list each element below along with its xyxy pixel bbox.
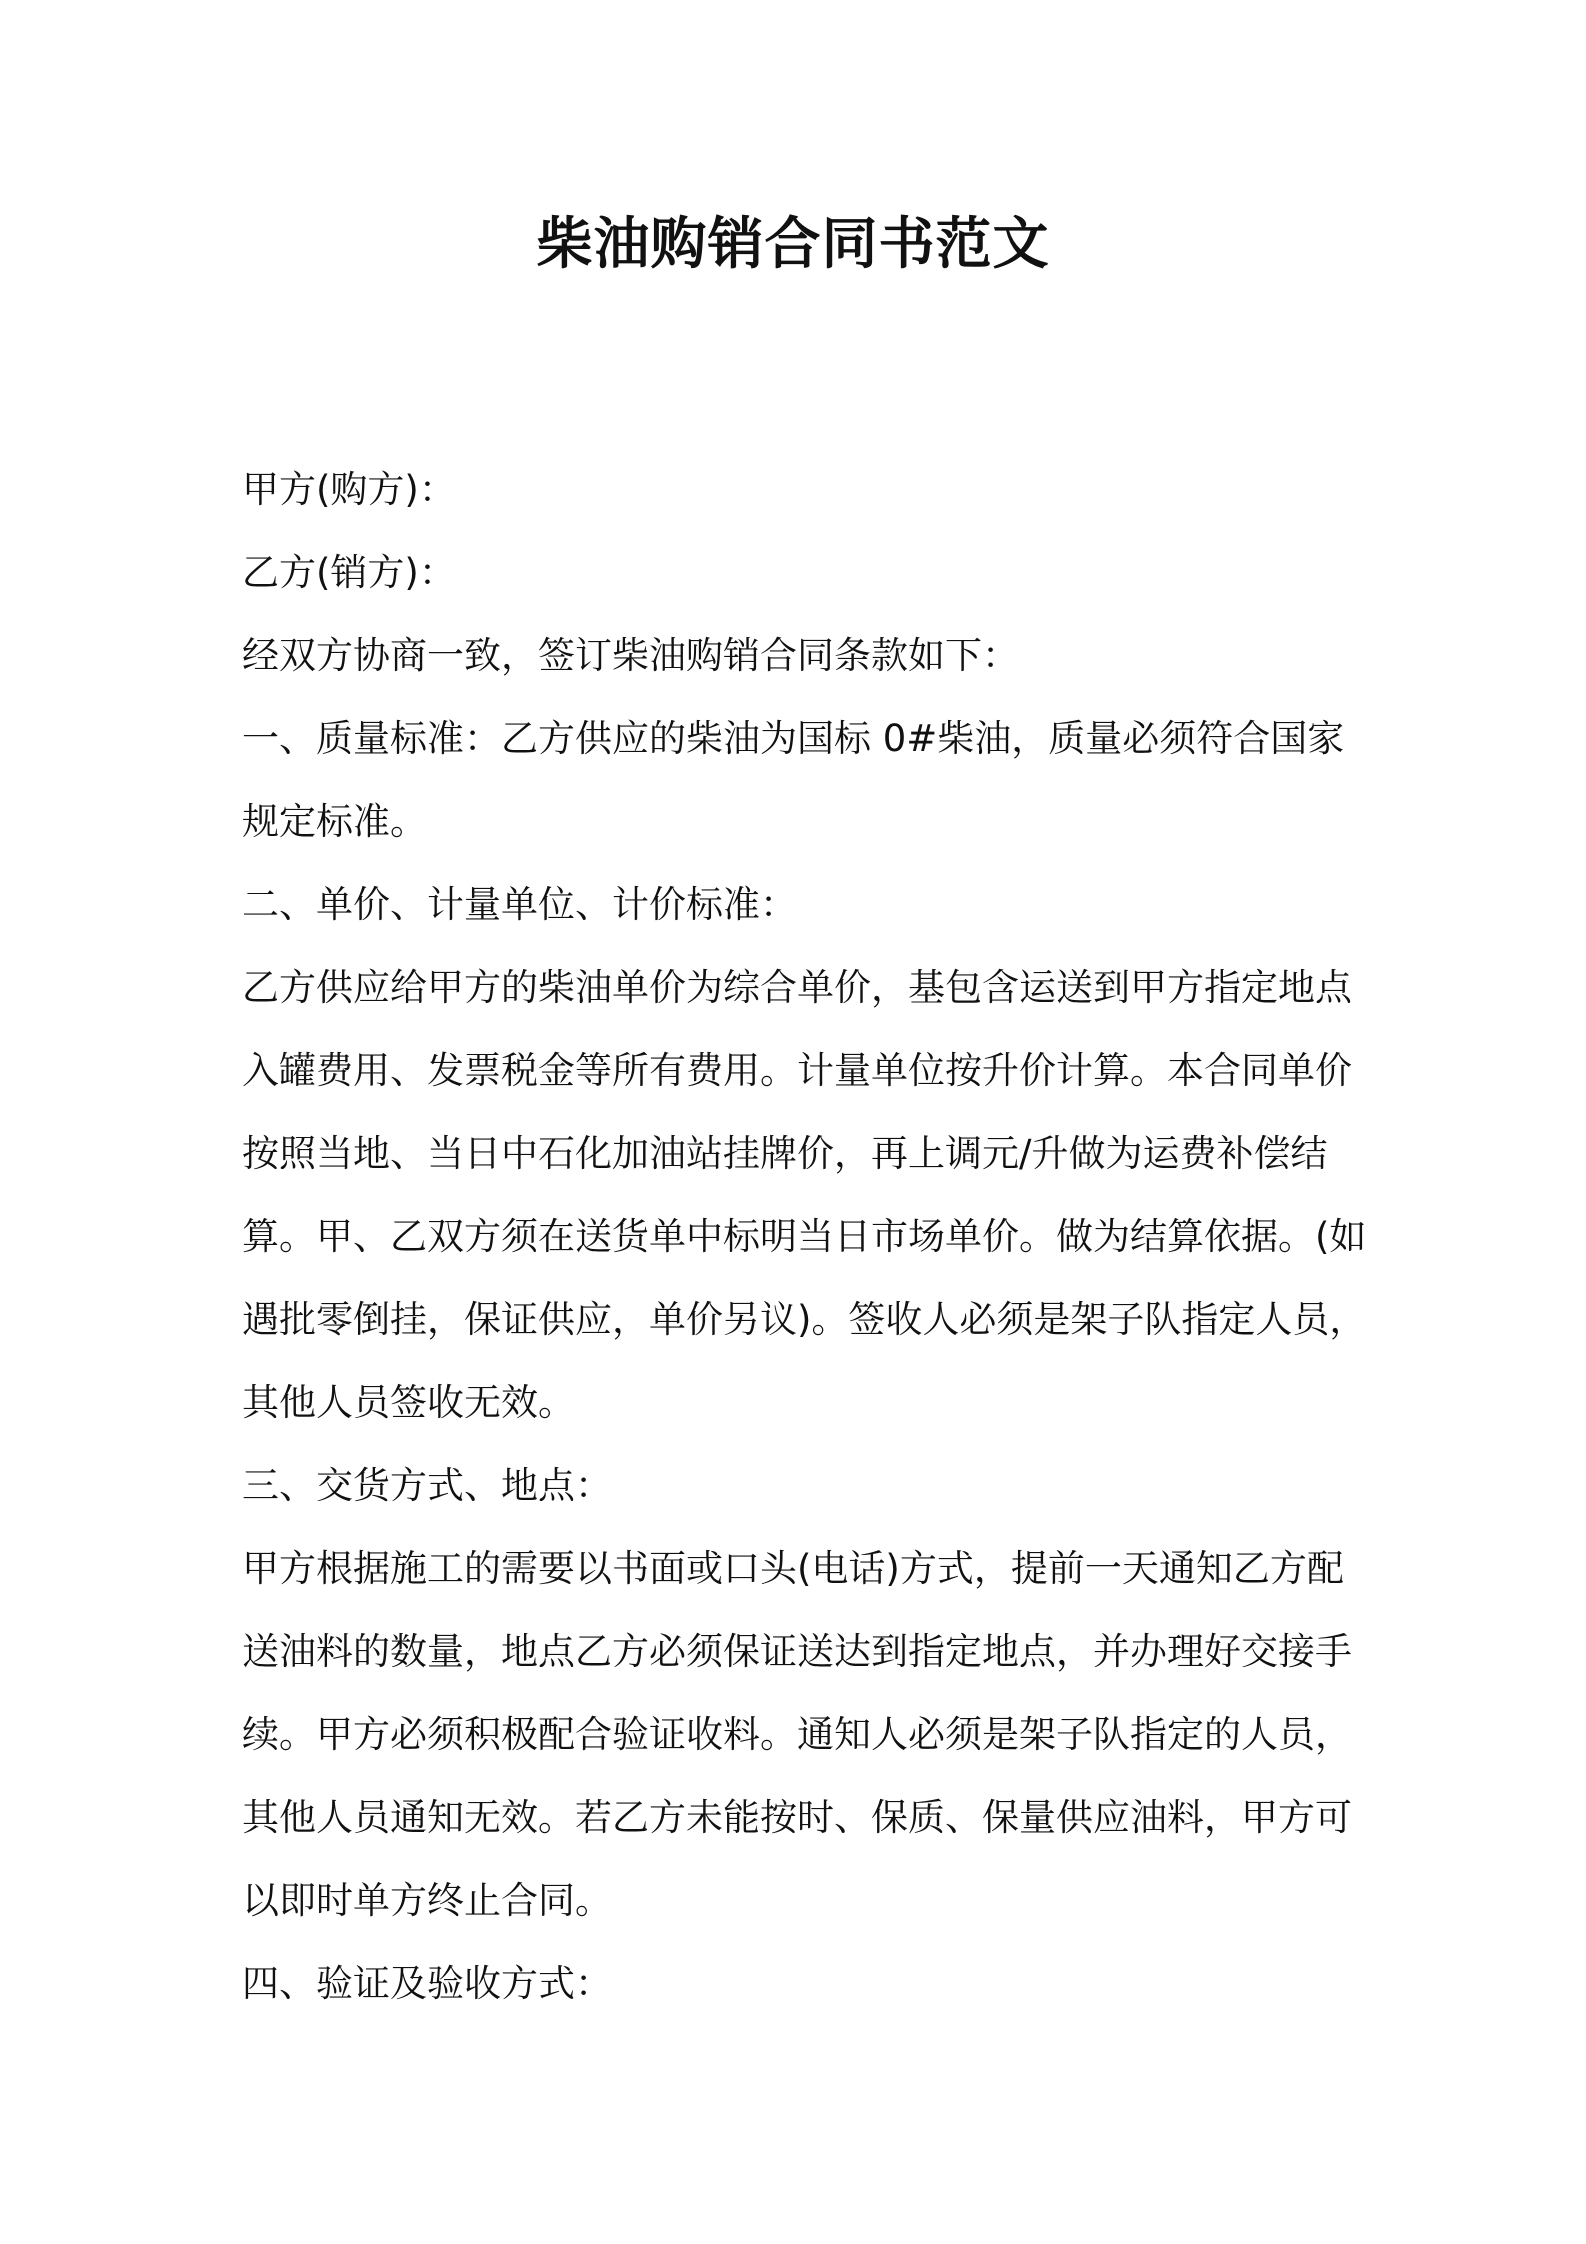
section-2-line-5: 遇批零倒挂，保证供应，单价另议)。签收人必须是架子队指定人员， (242, 1298, 1367, 1341)
party-a-line: 甲方(购方)： (242, 468, 456, 511)
document-title: 柴油购销合同书范文 (536, 212, 1050, 277)
section-2-line-6: 其他人员签收无效。 (242, 1381, 575, 1424)
section-2-line-2: 入罐费用、发票税金等所有费用。计量单位按升价计算。本合同单价 (242, 1049, 1352, 1092)
intro-line: 经双方协商一致，签订柴油购销合同条款如下： (242, 634, 1019, 677)
section-3-heading: 三、交货方式、地点： (242, 1464, 612, 1507)
section-1-line-2: 规定标准。 (242, 800, 427, 843)
section-1-line-1: 一、质量标准：乙方供应的柴油为国标 0#柴油，质量必须符合国家 (242, 717, 1345, 760)
party-b-line: 乙方(销方)： (242, 551, 456, 594)
section-2-line-3: 按照当地、当日中石化加油站挂牌价，再上调元/升做为运费补偿结 (242, 1132, 1328, 1175)
section-3-line-2: 送油料的数量，地点乙方必须保证送达到指定地点，并办理好交接手 (242, 1630, 1352, 1673)
section-3-line-1: 甲方根据施工的需要以书面或口头(电话)方式，提前一天通知乙方配 (242, 1547, 1344, 1590)
document-body (242, 448, 1367, 2025)
section-2-line-4: 算。甲、乙双方须在送货单中标明当日市场单价。做为结算依据。(如 (242, 1215, 1367, 1258)
section-3-line-3: 续。甲方必须积极配合验证收料。通知人必须是架子队指定的人员， (242, 1713, 1352, 1756)
section-4-heading: 四、验证及验收方式： (242, 1962, 612, 2005)
section-2-heading: 二、单价、计量单位、计价标准： (242, 883, 797, 926)
section-3-line-5: 以即时单方终止合同。 (242, 1879, 612, 1922)
section-2-line-1: 乙方供应给甲方的柴油单价为综合单价，基包含运送到甲方指定地点 (242, 966, 1352, 1009)
section-3-line-4: 其他人员通知无效。若乙方未能按时、保质、保量供应油料，甲方可 (242, 1796, 1352, 1839)
